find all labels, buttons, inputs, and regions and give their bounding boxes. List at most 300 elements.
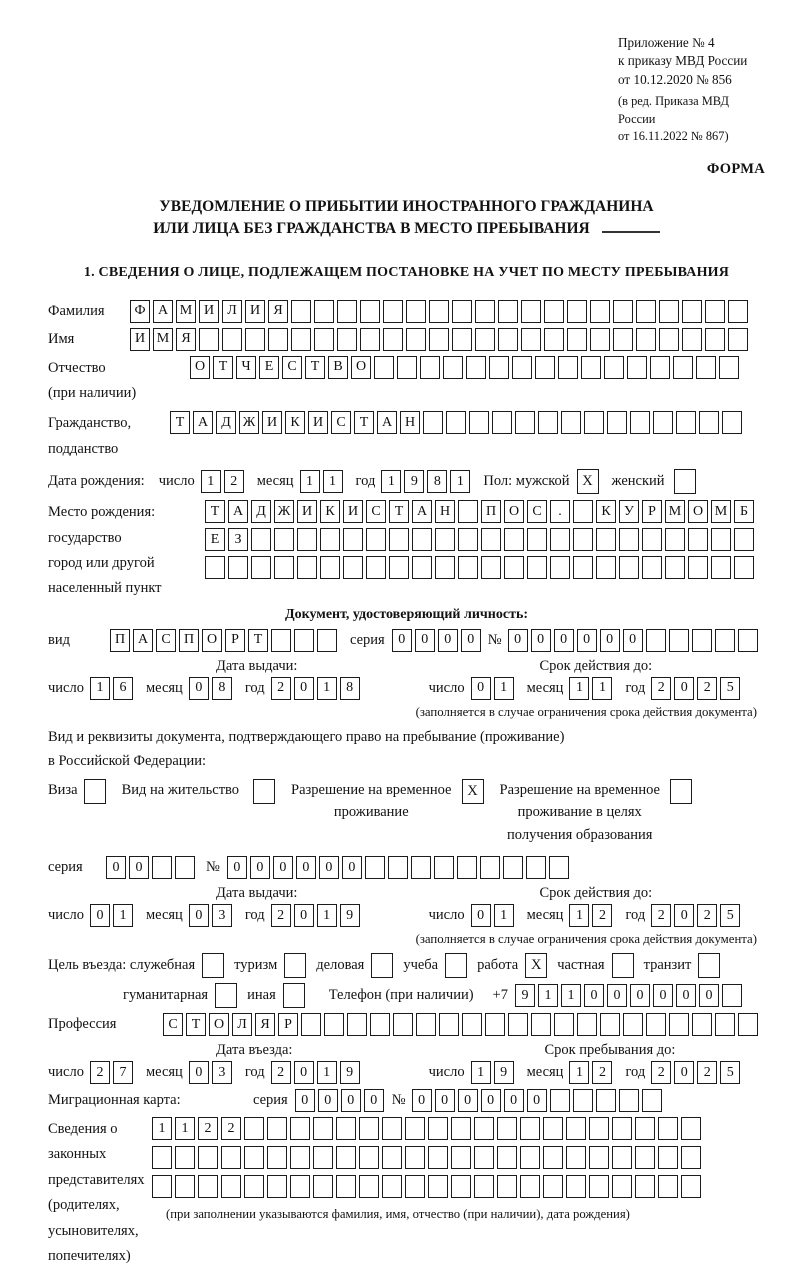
char-cell[interactable] xyxy=(554,1013,574,1036)
char-cell[interactable] xyxy=(619,1089,639,1112)
char-cell[interactable] xyxy=(294,629,314,652)
char-cell[interactable] xyxy=(337,328,357,351)
char-cell[interactable]: 0 xyxy=(504,1089,524,1112)
char-cell[interactable] xyxy=(267,1175,287,1198)
char-cell[interactable] xyxy=(297,556,317,579)
char-cell[interactable]: А xyxy=(228,500,248,523)
char-cell[interactable]: Я xyxy=(255,1013,275,1036)
char-cell[interactable]: С xyxy=(331,411,351,434)
char-cell[interactable]: 1 xyxy=(569,677,589,700)
char-cell[interactable]: 2 xyxy=(697,677,717,700)
char-cell[interactable]: 1 xyxy=(494,677,514,700)
char-cell[interactable]: 9 xyxy=(404,470,424,493)
char-cell[interactable] xyxy=(567,328,587,351)
char-cell[interactable] xyxy=(480,856,500,879)
char-cell[interactable] xyxy=(313,1117,333,1140)
char-cell[interactable]: 1 xyxy=(317,904,337,927)
char-cell[interactable]: 0 xyxy=(189,904,209,927)
char-cell[interactable] xyxy=(314,328,334,351)
char-cell[interactable]: М xyxy=(711,500,731,523)
char-cell[interactable] xyxy=(290,1146,310,1169)
char-cell[interactable] xyxy=(705,300,725,323)
char-cell[interactable] xyxy=(267,1146,287,1169)
char-cell[interactable] xyxy=(589,1146,609,1169)
char-cell[interactable]: Р xyxy=(642,500,662,523)
char-cell[interactable]: 0 xyxy=(295,1089,315,1112)
char-cell[interactable] xyxy=(466,356,486,379)
char-cell[interactable] xyxy=(567,300,587,323)
char-cell[interactable] xyxy=(589,1117,609,1140)
char-cell[interactable] xyxy=(520,1117,540,1140)
char-cell[interactable] xyxy=(566,1175,586,1198)
char-cell[interactable]: А xyxy=(153,300,173,323)
char-cell[interactable]: 1 xyxy=(471,1061,491,1084)
char-cell[interactable]: С xyxy=(156,629,176,652)
char-cell[interactable] xyxy=(301,1013,321,1036)
char-cell[interactable] xyxy=(669,1013,689,1036)
char-cell[interactable]: Я xyxy=(176,328,196,351)
char-cell[interactable]: 0 xyxy=(699,984,719,1007)
char-cell[interactable]: 1 xyxy=(300,470,320,493)
char-cell[interactable] xyxy=(550,556,570,579)
char-cell[interactable] xyxy=(451,1146,471,1169)
char-cell[interactable]: 2 xyxy=(271,677,291,700)
char-cell[interactable]: 1 xyxy=(450,470,470,493)
char-cell[interactable] xyxy=(573,500,593,523)
char-cell[interactable]: А xyxy=(377,411,397,434)
char-cell[interactable] xyxy=(659,328,679,351)
char-cell[interactable] xyxy=(152,1146,172,1169)
char-cell[interactable]: 0 xyxy=(674,677,694,700)
char-cell[interactable] xyxy=(222,328,242,351)
char-cell[interactable] xyxy=(152,1175,172,1198)
char-cell[interactable]: Ч xyxy=(236,356,256,379)
char-cell[interactable] xyxy=(596,528,616,551)
char-cell[interactable] xyxy=(251,556,271,579)
char-cell[interactable] xyxy=(561,411,581,434)
char-cell[interactable] xyxy=(274,528,294,551)
char-cell[interactable] xyxy=(715,629,735,652)
char-cell[interactable]: А xyxy=(193,411,213,434)
purpose-official-checkbox[interactable] xyxy=(202,953,224,978)
char-cell[interactable]: Д xyxy=(216,411,236,434)
char-cell[interactable]: 2 xyxy=(697,904,717,927)
char-cell[interactable]: В xyxy=(328,356,348,379)
char-cell[interactable] xyxy=(359,1146,379,1169)
char-cell[interactable] xyxy=(428,1117,448,1140)
char-cell[interactable]: 8 xyxy=(340,677,360,700)
char-cell[interactable]: 0 xyxy=(296,856,316,879)
char-cell[interactable] xyxy=(313,1175,333,1198)
char-cell[interactable] xyxy=(458,556,478,579)
char-cell[interactable]: 0 xyxy=(471,677,491,700)
char-cell[interactable]: О xyxy=(688,500,708,523)
char-cell[interactable]: 2 xyxy=(651,1061,671,1084)
char-cell[interactable]: 2 xyxy=(271,904,291,927)
char-cell[interactable]: Л xyxy=(222,300,242,323)
char-cell[interactable] xyxy=(347,1013,367,1036)
char-cell[interactable] xyxy=(699,411,719,434)
char-cell[interactable]: И xyxy=(297,500,317,523)
char-cell[interactable] xyxy=(405,1175,425,1198)
char-cell[interactable]: О xyxy=(202,629,222,652)
char-cell[interactable] xyxy=(359,1117,379,1140)
char-cell[interactable] xyxy=(612,1117,632,1140)
char-cell[interactable]: 1 xyxy=(317,1061,337,1084)
char-cell[interactable] xyxy=(489,356,509,379)
char-cell[interactable] xyxy=(416,1013,436,1036)
char-cell[interactable] xyxy=(429,300,449,323)
char-cell[interactable]: 1 xyxy=(152,1117,172,1140)
char-cell[interactable]: 1 xyxy=(317,677,337,700)
char-cell[interactable] xyxy=(389,528,409,551)
char-cell[interactable] xyxy=(543,1117,563,1140)
char-cell[interactable]: 9 xyxy=(340,1061,360,1084)
char-cell[interactable]: И xyxy=(262,411,282,434)
char-cell[interactable]: С xyxy=(163,1013,183,1036)
char-cell[interactable]: 1 xyxy=(90,677,110,700)
char-cell[interactable]: 0 xyxy=(438,629,458,652)
char-cell[interactable]: 0 xyxy=(341,1089,361,1112)
char-cell[interactable]: 6 xyxy=(113,677,133,700)
purpose-work-checkbox[interactable]: X xyxy=(525,953,547,978)
char-cell[interactable] xyxy=(604,356,624,379)
char-cell[interactable] xyxy=(738,1013,758,1036)
char-cell[interactable]: Б xyxy=(734,500,754,523)
char-cell[interactable] xyxy=(497,1146,517,1169)
char-cell[interactable] xyxy=(566,1117,586,1140)
char-cell[interactable] xyxy=(474,1117,494,1140)
char-cell[interactable]: И xyxy=(199,300,219,323)
char-cell[interactable] xyxy=(198,1175,218,1198)
char-cell[interactable]: 9 xyxy=(494,1061,514,1084)
char-cell[interactable]: П xyxy=(481,500,501,523)
char-cell[interactable] xyxy=(665,528,685,551)
char-cell[interactable] xyxy=(439,1013,459,1036)
char-cell[interactable] xyxy=(682,300,702,323)
char-cell[interactable] xyxy=(573,556,593,579)
char-cell[interactable]: 2 xyxy=(221,1117,241,1140)
char-cell[interactable] xyxy=(665,556,685,579)
char-cell[interactable] xyxy=(596,556,616,579)
char-cell[interactable] xyxy=(607,411,627,434)
char-cell[interactable] xyxy=(612,1175,632,1198)
char-cell[interactable] xyxy=(420,356,440,379)
char-cell[interactable] xyxy=(613,328,633,351)
char-cell[interactable]: 8 xyxy=(427,470,447,493)
purpose-private-checkbox[interactable] xyxy=(612,953,634,978)
char-cell[interactable] xyxy=(642,556,662,579)
char-cell[interactable]: 0 xyxy=(630,984,650,1007)
purpose-study-checkbox[interactable] xyxy=(445,953,467,978)
char-cell[interactable] xyxy=(504,528,524,551)
char-cell[interactable] xyxy=(543,1146,563,1169)
char-cell[interactable] xyxy=(271,629,291,652)
char-cell[interactable]: 0 xyxy=(227,856,247,879)
char-cell[interactable] xyxy=(475,328,495,351)
female-checkbox[interactable] xyxy=(674,469,696,494)
char-cell[interactable]: К xyxy=(596,500,616,523)
char-cell[interactable]: Ж xyxy=(239,411,259,434)
char-cell[interactable] xyxy=(382,1175,402,1198)
char-cell[interactable]: 0 xyxy=(577,629,597,652)
char-cell[interactable] xyxy=(458,528,478,551)
temp-residence-checkbox[interactable]: X xyxy=(462,779,484,804)
char-cell[interactable]: О xyxy=(351,356,371,379)
char-cell[interactable] xyxy=(457,856,477,879)
char-cell[interactable]: Т xyxy=(186,1013,206,1036)
char-cell[interactable]: 2 xyxy=(90,1061,110,1084)
char-cell[interactable]: Т xyxy=(389,500,409,523)
char-cell[interactable]: 0 xyxy=(607,984,627,1007)
char-cell[interactable] xyxy=(481,528,501,551)
char-cell[interactable] xyxy=(688,528,708,551)
char-cell[interactable] xyxy=(452,328,472,351)
char-cell[interactable]: С xyxy=(527,500,547,523)
char-cell[interactable] xyxy=(636,300,656,323)
char-cell[interactable]: Т xyxy=(170,411,190,434)
char-cell[interactable]: И xyxy=(343,500,363,523)
char-cell[interactable]: И xyxy=(308,411,328,434)
char-cell[interactable] xyxy=(393,1013,413,1036)
char-cell[interactable]: 5 xyxy=(720,677,740,700)
char-cell[interactable] xyxy=(244,1117,264,1140)
char-cell[interactable] xyxy=(658,1146,678,1169)
char-cell[interactable] xyxy=(429,328,449,351)
char-cell[interactable]: 0 xyxy=(527,1089,547,1112)
char-cell[interactable]: 7 xyxy=(113,1061,133,1084)
char-cell[interactable]: Р xyxy=(278,1013,298,1036)
char-cell[interactable]: 0 xyxy=(461,629,481,652)
char-cell[interactable] xyxy=(581,356,601,379)
char-cell[interactable] xyxy=(558,356,578,379)
char-cell[interactable] xyxy=(469,411,489,434)
char-cell[interactable] xyxy=(635,1175,655,1198)
char-cell[interactable]: М xyxy=(665,500,685,523)
char-cell[interactable] xyxy=(383,328,403,351)
char-cell[interactable] xyxy=(734,528,754,551)
char-cell[interactable] xyxy=(497,1117,517,1140)
char-cell[interactable] xyxy=(658,1117,678,1140)
char-cell[interactable] xyxy=(462,1013,482,1036)
char-cell[interactable] xyxy=(366,556,386,579)
char-cell[interactable] xyxy=(526,856,546,879)
char-cell[interactable] xyxy=(221,1146,241,1169)
char-cell[interactable] xyxy=(360,300,380,323)
char-cell[interactable]: И xyxy=(245,300,265,323)
char-cell[interactable]: 0 xyxy=(676,984,696,1007)
char-cell[interactable] xyxy=(681,1146,701,1169)
char-cell[interactable] xyxy=(406,300,426,323)
char-cell[interactable] xyxy=(343,556,363,579)
char-cell[interactable]: П xyxy=(110,629,130,652)
char-cell[interactable]: К xyxy=(320,500,340,523)
char-cell[interactable] xyxy=(268,328,288,351)
char-cell[interactable] xyxy=(492,411,512,434)
char-cell[interactable]: Д xyxy=(251,500,271,523)
char-cell[interactable] xyxy=(175,1175,195,1198)
char-cell[interactable]: 0 xyxy=(415,629,435,652)
char-cell[interactable] xyxy=(550,1089,570,1112)
char-cell[interactable] xyxy=(317,629,337,652)
char-cell[interactable]: Т xyxy=(205,500,225,523)
char-cell[interactable]: Т xyxy=(248,629,268,652)
char-cell[interactable] xyxy=(681,1175,701,1198)
char-cell[interactable] xyxy=(619,556,639,579)
char-cell[interactable]: О xyxy=(504,500,524,523)
char-cell[interactable] xyxy=(360,328,380,351)
char-cell[interactable]: 0 xyxy=(342,856,362,879)
char-cell[interactable]: 0 xyxy=(600,629,620,652)
char-cell[interactable]: 0 xyxy=(294,1061,314,1084)
char-cell[interactable] xyxy=(515,411,535,434)
char-cell[interactable] xyxy=(267,1117,287,1140)
char-cell[interactable] xyxy=(734,556,754,579)
char-cell[interactable] xyxy=(443,356,463,379)
char-cell[interactable] xyxy=(722,411,742,434)
char-cell[interactable] xyxy=(452,300,472,323)
char-cell[interactable]: 1 xyxy=(175,1117,195,1140)
char-cell[interactable]: 9 xyxy=(340,904,360,927)
char-cell[interactable] xyxy=(503,856,523,879)
char-cell[interactable] xyxy=(520,1146,540,1169)
char-cell[interactable] xyxy=(521,300,541,323)
char-cell[interactable]: 1 xyxy=(569,1061,589,1084)
char-cell[interactable] xyxy=(475,300,495,323)
char-cell[interactable] xyxy=(688,556,708,579)
char-cell[interactable] xyxy=(711,528,731,551)
char-cell[interactable]: Т xyxy=(305,356,325,379)
char-cell[interactable]: 2 xyxy=(651,904,671,927)
char-cell[interactable] xyxy=(504,556,524,579)
char-cell[interactable] xyxy=(423,411,443,434)
male-checkbox[interactable]: X xyxy=(577,469,599,494)
char-cell[interactable] xyxy=(613,300,633,323)
char-cell[interactable]: С xyxy=(282,356,302,379)
char-cell[interactable]: 0 xyxy=(412,1089,432,1112)
char-cell[interactable]: 0 xyxy=(392,629,412,652)
char-cell[interactable] xyxy=(635,1117,655,1140)
char-cell[interactable]: 0 xyxy=(319,856,339,879)
char-cell[interactable]: 2 xyxy=(697,1061,717,1084)
char-cell[interactable]: 2 xyxy=(224,470,244,493)
char-cell[interactable]: 0 xyxy=(250,856,270,879)
char-cell[interactable]: Н xyxy=(400,411,420,434)
char-cell[interactable] xyxy=(543,1175,563,1198)
char-cell[interactable] xyxy=(696,356,716,379)
char-cell[interactable] xyxy=(383,300,403,323)
char-cell[interactable]: П xyxy=(179,629,199,652)
char-cell[interactable] xyxy=(719,356,739,379)
char-cell[interactable] xyxy=(590,328,610,351)
char-cell[interactable]: 1 xyxy=(569,904,589,927)
char-cell[interactable]: 0 xyxy=(458,1089,478,1112)
char-cell[interactable] xyxy=(658,1175,678,1198)
char-cell[interactable] xyxy=(474,1146,494,1169)
char-cell[interactable]: 0 xyxy=(129,856,149,879)
char-cell[interactable]: 1 xyxy=(561,984,581,1007)
char-cell[interactable] xyxy=(682,328,702,351)
char-cell[interactable]: З xyxy=(228,528,248,551)
char-cell[interactable] xyxy=(337,300,357,323)
char-cell[interactable]: 8 xyxy=(212,677,232,700)
char-cell[interactable] xyxy=(589,1175,609,1198)
char-cell[interactable] xyxy=(673,356,693,379)
char-cell[interactable] xyxy=(406,328,426,351)
char-cell[interactable] xyxy=(642,1089,662,1112)
char-cell[interactable] xyxy=(336,1117,356,1140)
char-cell[interactable]: 3 xyxy=(212,904,232,927)
char-cell[interactable] xyxy=(412,528,432,551)
char-cell[interactable]: 0 xyxy=(364,1089,384,1112)
char-cell[interactable]: 0 xyxy=(508,629,528,652)
char-cell[interactable]: 0 xyxy=(554,629,574,652)
char-cell[interactable] xyxy=(636,328,656,351)
char-cell[interactable] xyxy=(646,1013,666,1036)
char-cell[interactable] xyxy=(627,356,647,379)
char-cell[interactable]: 0 xyxy=(653,984,673,1007)
char-cell[interactable] xyxy=(600,1013,620,1036)
char-cell[interactable] xyxy=(324,1013,344,1036)
char-cell[interactable]: А xyxy=(412,500,432,523)
char-cell[interactable] xyxy=(314,300,334,323)
char-cell[interactable] xyxy=(451,1175,471,1198)
char-cell[interactable] xyxy=(458,500,478,523)
char-cell[interactable] xyxy=(531,1013,551,1036)
char-cell[interactable]: 0 xyxy=(435,1089,455,1112)
char-cell[interactable]: Я xyxy=(268,300,288,323)
char-cell[interactable]: Т xyxy=(213,356,233,379)
char-cell[interactable] xyxy=(681,1117,701,1140)
char-cell[interactable] xyxy=(527,528,547,551)
char-cell[interactable] xyxy=(544,300,564,323)
char-cell[interactable] xyxy=(175,856,195,879)
char-cell[interactable] xyxy=(411,856,431,879)
char-cell[interactable] xyxy=(521,328,541,351)
char-cell[interactable] xyxy=(573,1089,593,1112)
char-cell[interactable]: 1 xyxy=(381,470,401,493)
char-cell[interactable]: 0 xyxy=(189,677,209,700)
purpose-humanitarian-checkbox[interactable] xyxy=(215,983,237,1008)
char-cell[interactable] xyxy=(388,856,408,879)
char-cell[interactable] xyxy=(544,328,564,351)
char-cell[interactable] xyxy=(508,1013,528,1036)
char-cell[interactable] xyxy=(382,1146,402,1169)
char-cell[interactable] xyxy=(313,1146,333,1169)
char-cell[interactable]: Е xyxy=(259,356,279,379)
char-cell[interactable]: 0 xyxy=(623,629,643,652)
char-cell[interactable] xyxy=(630,411,650,434)
char-cell[interactable]: М xyxy=(153,328,173,351)
char-cell[interactable]: 1 xyxy=(323,470,343,493)
char-cell[interactable] xyxy=(738,629,758,652)
char-cell[interactable] xyxy=(498,300,518,323)
temp-residence-edu-checkbox[interactable] xyxy=(670,779,692,804)
char-cell[interactable]: К xyxy=(285,411,305,434)
char-cell[interactable]: 0 xyxy=(481,1089,501,1112)
char-cell[interactable]: 1 xyxy=(592,677,612,700)
char-cell[interactable]: 2 xyxy=(198,1117,218,1140)
char-cell[interactable]: 3 xyxy=(212,1061,232,1084)
char-cell[interactable]: 1 xyxy=(201,470,221,493)
char-cell[interactable]: 1 xyxy=(538,984,558,1007)
residence-permit-checkbox[interactable] xyxy=(253,779,275,804)
char-cell[interactable] xyxy=(320,528,340,551)
char-cell[interactable] xyxy=(642,528,662,551)
char-cell[interactable]: М xyxy=(176,300,196,323)
char-cell[interactable] xyxy=(692,1013,712,1036)
char-cell[interactable]: . xyxy=(550,500,570,523)
